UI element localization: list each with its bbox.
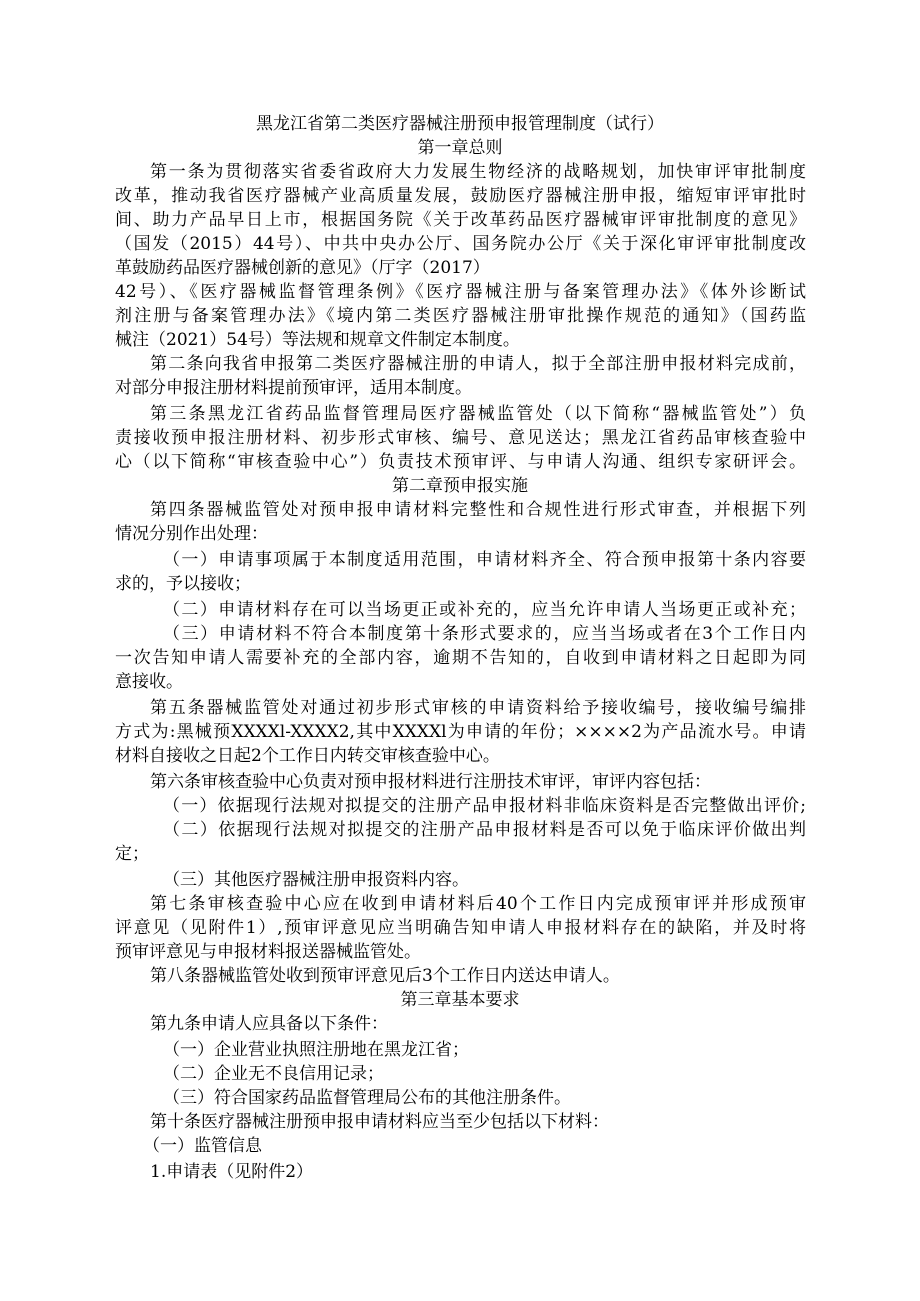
chapter-3-heading: 第三章基本要求 xyxy=(400,990,520,1010)
paragraph-line: （二）企业无不良信用记录； xyxy=(163,1064,384,1084)
paragraph-line: 意接收。 xyxy=(115,672,183,692)
document-title: 黑龙江省第二类医疗器械注册预申报管理制度（试行） xyxy=(256,114,664,134)
paragraph-line: 第四条器械监管处对预申报申请材料完整性和合规性进行形式审查，并根据下列 xyxy=(150,500,806,520)
paragraph-line: 心（以下简称“审核查验中心”）负责技术预审评、与申请人沟通、组织专家研评会。 xyxy=(115,452,806,472)
paragraph-line: 第十条医疗器械注册预申报申请材料应当至少包括以下材料： xyxy=(150,1112,609,1132)
paragraph-line: 求的，予以接收； xyxy=(115,574,251,594)
paragraph-line: 第三条黑龙江省药品监督管理局医疗器械监管处（以下简称“器械监管处”）负 xyxy=(150,404,806,424)
paragraph-line: （二）申请材料存在可以当场更正或补充的，应当允许申请人当场更正或补充； xyxy=(163,600,806,620)
paragraph-line: 对部分申报注册材料提前预审评，适用本制度。 xyxy=(115,378,472,398)
paragraph-line: 械注（2021）54号）等法规和规章文件制定本制度。 xyxy=(115,330,520,350)
paragraph-line: 一次告知申请人需要补充的全部内容，逾期不告知的，自收到申请材料之日起即为同 xyxy=(115,648,806,668)
paragraph-line: （一）申请事项属于本制度适用范围，申请材料齐全、符合预申报第十条内容要 xyxy=(163,550,806,570)
paragraph-line: 预审评意见与申报材料报送器械监管处。 xyxy=(115,942,421,962)
paragraph-line: 定； xyxy=(115,844,149,864)
paragraph-line: 评意见（见附件1）,预审评意见应当明确告知申请人申报材料存在的缺陷，并及时将 xyxy=(115,918,806,938)
paragraph-line: 改革，推动我省医疗器械产业高质量发展，鼓励医疗器械注册申报，缩短审评审批时 xyxy=(115,186,806,206)
paragraph-line: 材料自接收之日起2个工作日内转交审核查验中心。 xyxy=(115,746,500,766)
paragraph-line: 第五条器械监管处对通过初步形式审核的申请资料给予接收编号，接收编号编排 xyxy=(150,698,806,718)
paragraph-line: 42号）、《医疗器械监督管理条例》《医疗器械注册与备案管理办法》《体外诊断试 xyxy=(115,282,806,302)
paragraph-line: （一）监管信息 xyxy=(143,1136,262,1156)
paragraph-line: 第七条审核查验中心应在收到申请材料后40个工作日内完成预审评并形成预审 xyxy=(150,894,806,914)
paragraph-line: （一）依据现行法规对拟提交的注册产品申报材料非临床资料是否完整做出评价; xyxy=(163,796,806,816)
paragraph-line: （三）符合国家药品监督管理局公布的其他注册条件。 xyxy=(163,1088,571,1108)
paragraph-line: 责接收预申报注册材料、初步形式审核、编号、意见送达；黑龙江省药品审核查验中 xyxy=(115,428,806,448)
paragraph-line: 第二条向我省申报第二类医疗器械注册的申请人，拟于全部注册申报材料完成前， xyxy=(150,354,806,374)
paragraph-line: （二）依据现行法规对拟提交的注册产品申报材料是否可以免于临床评价做出判 xyxy=(163,820,806,840)
paragraph-line: 1.申请表（见附件2） xyxy=(150,1162,314,1182)
chapter-2-heading: 第二章预申报实施 xyxy=(392,476,528,496)
paragraph-line: 情况分别作出处理： xyxy=(115,524,268,544)
paragraph-line: （国发（2015）44号）、中共中央办公厅、国务院办公厅《关于深化审评审批制度改 xyxy=(115,234,806,254)
paragraph-line: （三）申请材料不符合本制度第十条形式要求的，应当当场或者在3个工作日内 xyxy=(163,624,806,644)
article-8: 第八条器械监管处收到预审评意见后3个工作日内送达申请人。 xyxy=(150,966,620,986)
paragraph-line: 第一条为贯彻落实省委省政府大力发展生物经济的战略规划，加快审评审批制度 xyxy=(150,162,806,182)
chapter-1-heading: 第一章总则 xyxy=(417,138,503,158)
paragraph-line: （一）企业营业执照注册地在黑龙江省； xyxy=(163,1040,469,1060)
paragraph-line: 第六条审核查验中心负责对预申报材料进行注册技术审评，审评内容包括： xyxy=(150,772,711,792)
paragraph-line: 方式为:黑械预XXXXl-XXXX2,其中XXXXl为申请的年份；××××2为产品流水号。申请 xyxy=(115,722,806,742)
paragraph-line: 间、助力产品早日上市，根据国务院《关于改革药品医疗器械审评审批制度的意见》 xyxy=(115,210,806,230)
paragraph-line: 第九条申请人应具备以下条件： xyxy=(150,1014,388,1034)
paragraph-line: 革鼓励药品医疗器械创新的意见》（厅字（2017） xyxy=(115,258,490,278)
paragraph-line: （三）其他医疗器械注册申报资料内容。 xyxy=(163,870,469,890)
paragraph-line: 剂注册与备案管理办法》《境内第二类医疗器械注册审批操作规范的通知》（国药监 xyxy=(115,306,806,326)
